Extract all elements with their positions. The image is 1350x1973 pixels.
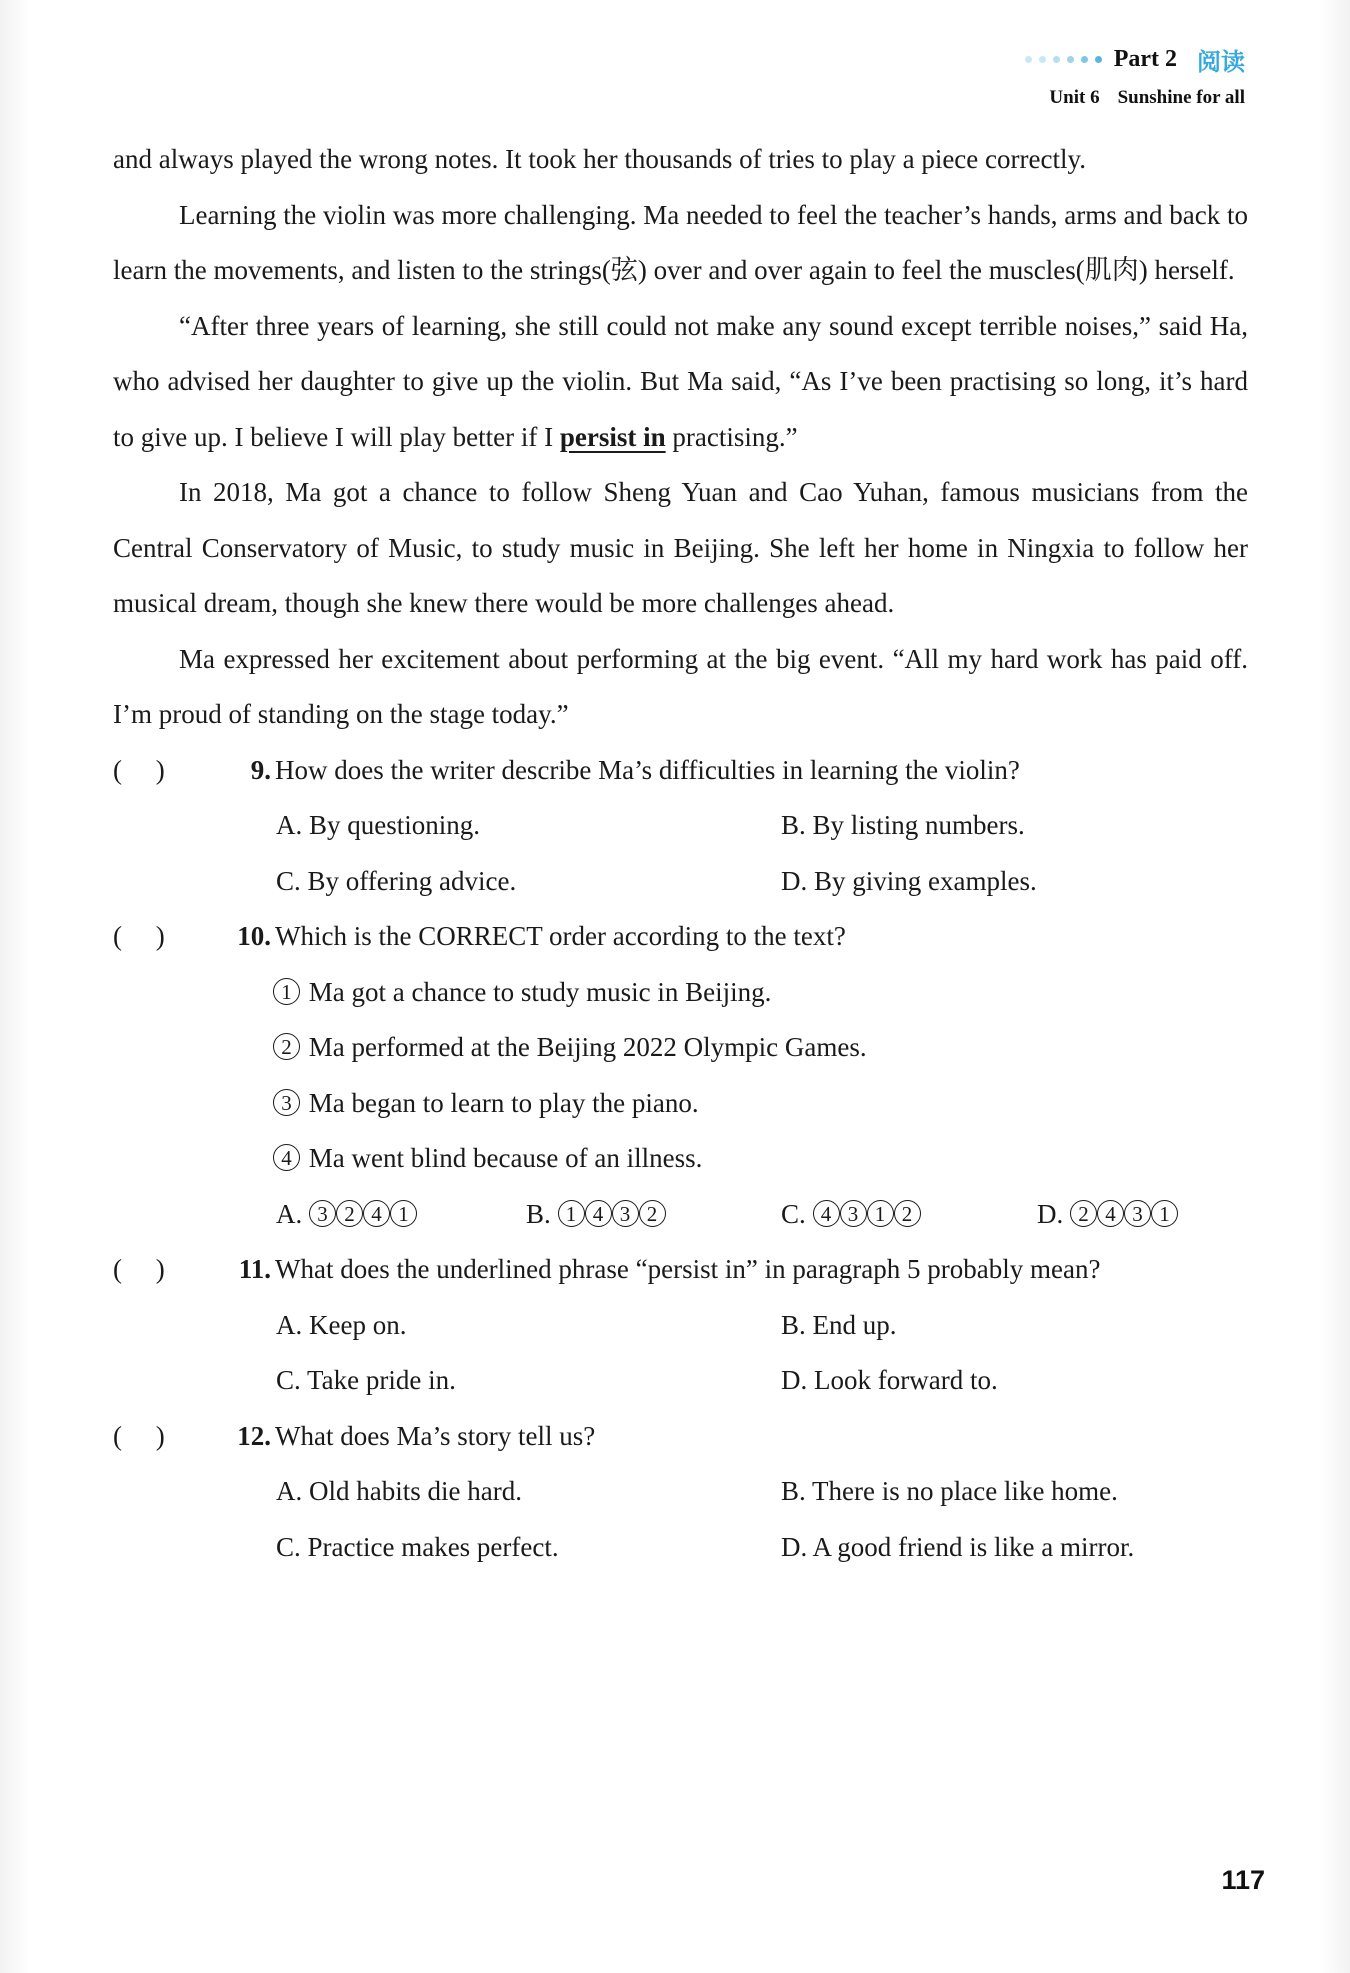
unit-title: Sunshine for all [1117, 87, 1245, 108]
option-b [526, 1187, 781, 1243]
underlined-phrase: persist in [559, 421, 666, 452]
option-d: D. A good friend is like a mirror. [781, 1531, 1135, 1562]
circled-number: 2 [639, 1200, 666, 1227]
option-letter: C. [781, 1198, 806, 1229]
option-a: A. By questioning. [276, 810, 481, 840]
circled-number: 4 [813, 1200, 840, 1227]
circled-number: 1 [558, 1200, 585, 1227]
event-item-4 [273, 1131, 1248, 1187]
part-section-cn: 阅读 [1197, 48, 1245, 76]
option-a [276, 1187, 526, 1243]
question-number: 12. [237, 1420, 271, 1451]
option-c: C. Take pride in. [276, 1365, 456, 1395]
circled-number: 3 [612, 1200, 639, 1227]
question-text: How does the writer describe Ma’s difficulties in learning the violin? [275, 754, 1020, 785]
answer-blank[interactable]: ( ) [113, 1420, 165, 1451]
event-item-1 [273, 965, 1248, 1021]
option-letter: B. [526, 1198, 551, 1229]
circled-number: 3 [309, 1200, 336, 1227]
circled-number: 2 [894, 1200, 921, 1227]
option-b: B. There is no place like home. [781, 1476, 1118, 1506]
passage-paragraph-5: Ma expressed her excitement about performing at the big event. “All my hard work has paid off. I’m proud of standing on the stage today.” [113, 643, 1248, 729]
question-9 [113, 743, 1248, 799]
question-10-options [276, 1187, 1248, 1243]
circled-number-2: 2 [273, 1033, 300, 1060]
question-number: 10. [237, 921, 271, 951]
question-9-options [276, 798, 1248, 909]
option-b: B. By listing numbers. [781, 810, 1025, 840]
question-text: What does the underlined phrase “persist in” in paragraph 5 probably mean? [275, 1254, 1101, 1284]
question-text: What does Ma’s story tell us? [275, 1420, 596, 1451]
event-text: Ma performed at the Beijing 2022 Olympic Games. [308, 1032, 867, 1062]
passage-paragraph-2: Learning the violin was more challenging. Ma needed to feel the teacher’s hands, arms and back to learn the movements, and listen to the strings(弦) over and over again to feel the muscles(肌肉) herself. [113, 199, 1248, 285]
event-item-2 [273, 1020, 1248, 1076]
event-text: Ma got a chance to study music in Beijing. [308, 976, 772, 1007]
circled-number: 1 [390, 1200, 417, 1227]
question-text: Which is the CORRECT order according to the text? [275, 921, 846, 951]
event-text: Ma began to learn to play the piano. [308, 1087, 699, 1118]
circled-number: 4 [363, 1200, 390, 1227]
paragraph-3-text-after: practising.” [665, 421, 798, 452]
circled-number: 4 [585, 1200, 612, 1227]
circled-number-1: 1 [273, 978, 300, 1005]
circled-number: 3 [840, 1200, 867, 1227]
decorative-dots [1025, 56, 1102, 63]
answer-blank[interactable]: ( ) [113, 921, 165, 951]
option-letter: D. [1037, 1198, 1064, 1229]
circled-number: 1 [867, 1200, 894, 1227]
question-number: 11. [238, 1254, 271, 1284]
question-11 [113, 1242, 1248, 1298]
question-10 [113, 909, 1248, 965]
passage-paragraph-3 [113, 299, 1248, 466]
option-letter: A. [276, 1198, 303, 1229]
question-11-options [276, 1298, 1248, 1409]
circled-number-4: 4 [273, 1144, 300, 1171]
page-header [1025, 42, 1245, 109]
option-d: D. Look forward to. [781, 1365, 998, 1395]
event-item-3 [273, 1076, 1248, 1132]
page-number: 117 [1221, 1865, 1265, 1895]
option-c: C. By offering advice. [276, 865, 517, 896]
option-a: A. Old habits die hard. [276, 1476, 522, 1506]
unit-label: Unit 6 [1049, 87, 1100, 108]
circled-number: 4 [1097, 1200, 1124, 1227]
answer-blank[interactable]: ( ) [113, 754, 165, 785]
question-12-options [276, 1464, 1248, 1575]
passage-paragraph-4: In 2018, Ma got a chance to follow Sheng Yuan and Cao Yuhan, famous musicians from the Central Conservatory of Music, to study music in Beijing. She left her home in Ningxia to follow her musical dream, though she knew there would be more challenges ahead. [113, 477, 1248, 618]
circled-number: 2 [336, 1200, 363, 1227]
question-number: 9. [250, 754, 271, 785]
circled-number-3: 3 [273, 1089, 300, 1116]
option-d [1037, 1187, 1247, 1243]
page-content [113, 132, 1248, 1575]
option-c: C. Practice makes perfect. [276, 1531, 559, 1562]
unit-line [1025, 87, 1245, 109]
circled-number: 1 [1151, 1200, 1178, 1227]
option-b: B. End up. [781, 1309, 897, 1340]
option-d: D. By giving examples. [781, 865, 1037, 896]
question-10-items [273, 965, 1248, 1187]
answer-blank[interactable]: ( ) [113, 1254, 165, 1284]
circled-number: 3 [1124, 1200, 1151, 1227]
option-a: A. Keep on. [276, 1309, 407, 1340]
question-12 [113, 1409, 1248, 1465]
part-label: Part 2 [1113, 46, 1177, 72]
event-text: Ma went blind because of an illness. [308, 1143, 703, 1173]
circled-number: 2 [1070, 1200, 1097, 1227]
passage-paragraph-1: and always played the wrong notes. It took her thousands of tries to play a piece correctly. [113, 144, 1086, 174]
option-c [781, 1187, 1037, 1243]
paragraph-3-text-before: “After three years of learning, she still could not make any sound except terrible noises,” said Ha, who advised her daughter to give up the violin. But Ma said, “As I’ve been practising so long, it’s hard to give up. I believe I will play better if I [113, 310, 1248, 452]
